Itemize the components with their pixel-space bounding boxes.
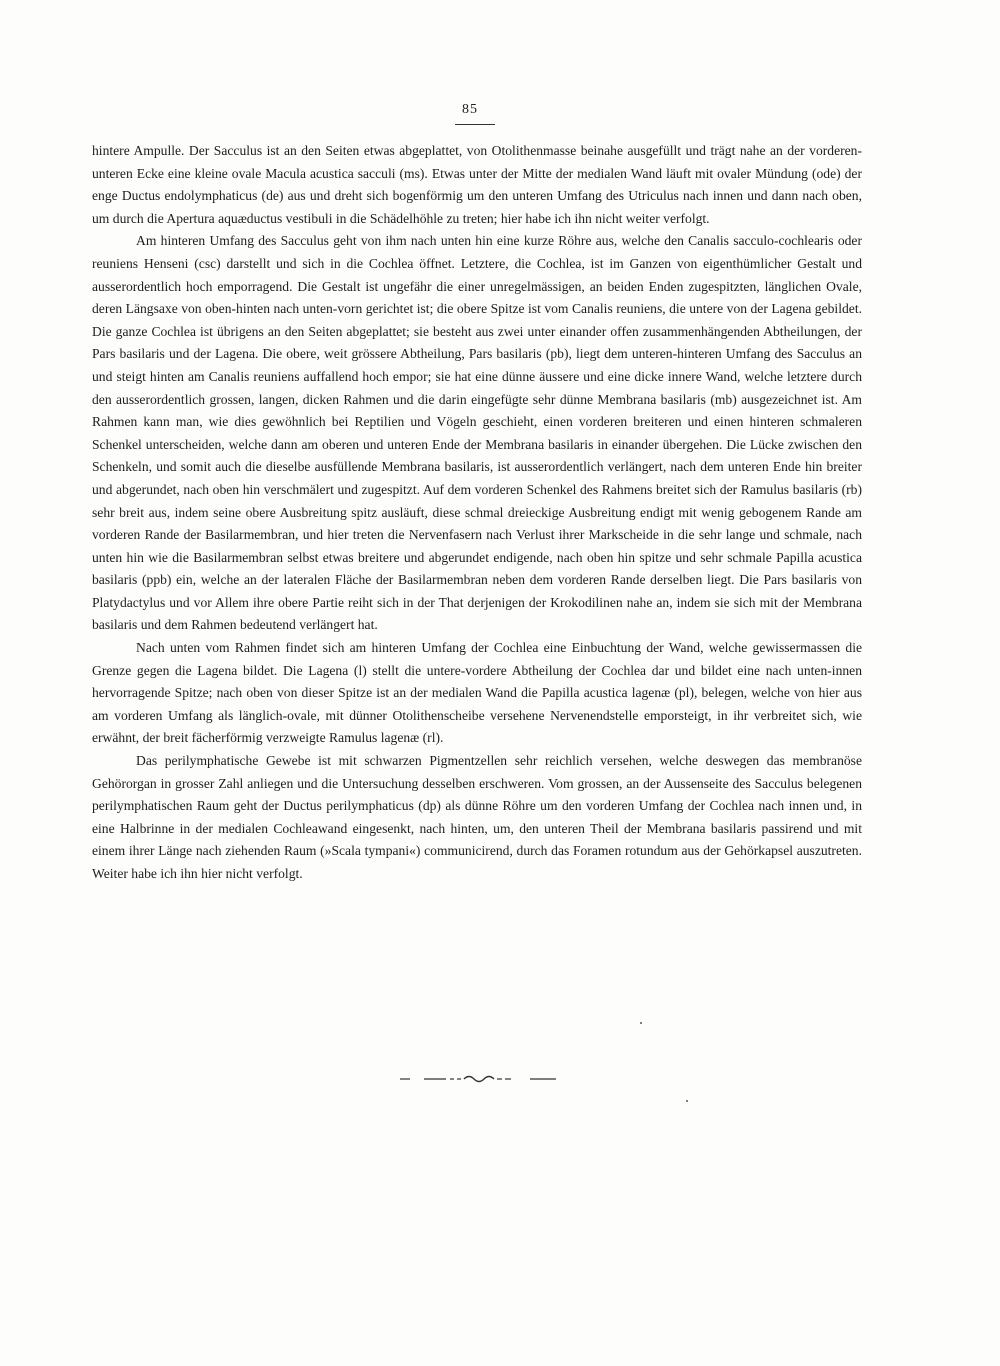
end-ornament: [398, 1072, 558, 1084]
paragraph-2: Am hinteren Umfang des Sacculus geht von ihm nach unten hin eine kurze Röhre aus, welche den Canalis sacculo-cochlearis oder reuniens Henseni (csc) darstellt und sich in die Cochlea öffnet. Letztere, die Cochlea, ist im Ganzen von eigenthümlicher Gestalt und ausserordentlich hoch emporragend. Die Gestalt ist ungefähr die einer unregelmässigen, an beiden Enden zugespitzten, länglichen Ovale, deren Längsaxe von oben-hinten nach unten-vorn gerichtet ist; die obere Spitze ist vom Canalis reuniens, die untere von der Lagena gebildet. Die ganze Cochlea ist übrigens an den Seiten abgeplattet; sie besteht aus zwei unter einander offen zusammenhängenden Abtheilungen, der Pars basilaris und der Lagena. Die obere, weit grössere Abtheilung, Pars basilaris (pb), liegt dem unteren-hinteren Umfang des Sacculus an und steigt hinten am Canalis reuniens auffallend hoch empor; sie hat eine dünne äussere und eine dicke innere Wand, welche letztere durch den ausserordentlich grossen, langen, dicken Rahmen und die darin eingefügte sehr dünne Membrana basilaris (mb) ausgezeichnet ist. Am Rahmen kann man, wie dies gewöhnlich bei Reptilien und Vögeln geschieht, einen vorderen breiteren und einen hinteren schmaleren Schenkel unterscheiden, welche dann am oberen und unteren Ende der Membrana basilaris in einander übergehen. Die Lücke zwischen den Schenkeln, und somit auch die dieselbe ausfüllende Membrana basilaris, ist ausserordentlich verlängert, nach dem unteren Ende hin breiter und abgerundet, nach oben hin verschmälert und zugespitzt. Auf dem vorderen Schenkel des Rahmens breitet sich der Ramulus basilaris (rb) sehr breit aus, indem seine obere Ausbreitung spitz ausläuft, diese schmal dreieckige Ausbreitung endigt mit wenig gebogenem Rande am vorderen Rande der Basilarmembran, und hier treten die Nervenfasern nach Verlust ihrer Markscheide in die sehr lange und schmale, nach unten hin wie die Basilarmembran selbst etwas breitere und abgerundet endigende, nach oben hin spitze und sehr schmale Papilla acustica basilaris (ppb) ein, welche an der lateralen Fläche der Basilarmembran neben dem vorderen Rande derselben liegt. Die Pars basilaris von Platydactylus und vor Allem ihre obere Partie reiht sich in der That derjenigen der Krokodilinen nahe an, indem sie sich mit der Membrana basilaris und dem Rahmen bedeutend verlängert hat.: [92, 233, 862, 633]
paragraph-4: Das perilymphatische Gewebe ist mit schwarzen Pigmentzellen sehr reichlich versehen, welche deswegen das membranöse Gehörorgan in grosser Zahl anliegen und die Untersuchung desselben erschweren. Vom grossen, an der Aussenseite des Sacculus belegenen perilymphatischen Raum geht der Ductus perilymphaticus (dp) als dünne Röhre um den vorderen Umfang der Cochlea nach innen und, in eine Halbrinne in der medialen Cochleawand eingesenkt, nach hinten, um, den unteren Theil der Membrana basilaris passirend und mit einem ihrer Länge nach ziehenden Raum (»Scala tympani«) communicirend, durch das Foramen rotundum aus der Gehörkapsel auszutreten. Weiter habe ich ihn hier nicht verfolgt.: [92, 753, 862, 881]
ink-speck: [640, 1022, 642, 1024]
page-number: 85: [462, 102, 478, 117]
paragraph-1: hintere Ampulle. Der Sacculus ist an den Seiten etwas abgeplattet, von Otolithenmasse beinahe ausgefüllt und trägt nahe an der vorderen-unteren Ecke eine kleine ovale Macula acustica sacculi (ms). Etwas unter der Mitte der medialen Wand läuft mit ovaler Mündung (ode) der enge Ductus endolymphaticus (de) aus und dreht sich bogenförmig um den unteren Umfang des Utriculus nach innen und dann nach oben, um durch die Apertura aquæductus vestibuli in die Schädelhöhle zu treten; hier habe ich ihn nicht weiter verfolgt.: [92, 143, 862, 226]
body-text: [92, 140, 862, 886]
page-number-rule: [455, 124, 495, 125]
ink-speck: [686, 1100, 688, 1102]
end-ornament-graphic: [398, 1073, 558, 1085]
paragraph-3: Nach unten vom Rahmen findet sich am hinteren Umfang der Cochlea eine Einbuchtung der Wand, welche gewissermassen die Grenze gegen die Lagena bildet. Die Lagena (l) stellt die untere-vordere Abtheilung der Cochlea dar und bildet eine nach unten-innen hervorragende Spitze; nach oben von dieser Spitze ist an der medialen Wand die Papilla acustica lagenæ (pl), belegen, welche von hier aus am vorderen Umfang als länglich-ovale, mit dünner Otolithenscheibe versehene Nervenendstelle emporsteigt, in ihr verbreitet sich, wie erwähnt, der breit fächerförmig verzweigte Ramulus lagenæ (rl).: [92, 640, 862, 746]
